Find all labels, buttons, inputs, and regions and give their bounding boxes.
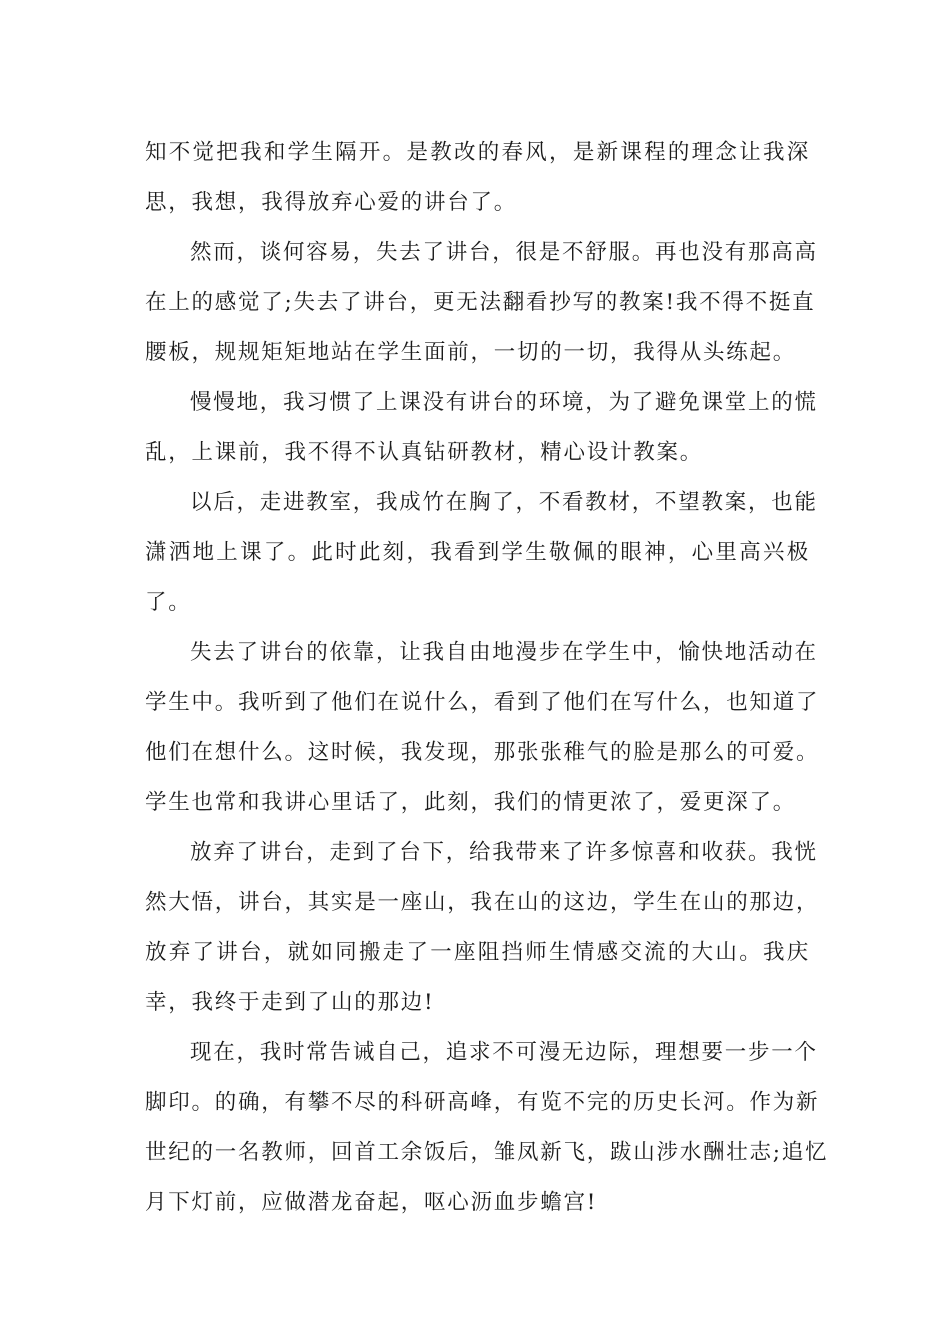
text-line: 世纪的一名教师，回首工余饭后，雏凤新飞，跋山涉水酬壮志;追忆 [145, 1140, 829, 1165]
text-line: 乱，上课前，我不得不认真钻研教材，精心设计教案。 [145, 440, 704, 465]
text-line: 月下灯前，应做潜龙奋起，呕心沥血步蟾宫! [145, 1190, 598, 1215]
text-line: 脚印。的确，有攀不尽的科研高峰，有览不完的历史长河。作为新 [145, 1090, 820, 1115]
text-line: 放弃了讲台，就如同搬走了一座阻挡师生情感交流的大山。我庆 [145, 940, 810, 965]
text-line: 学生也常和我讲心里话了，此刻，我们的情更浓了，爱更深了。 [145, 790, 797, 815]
text-line: 了。 [145, 590, 192, 615]
paragraph-first-line: 以后，走进教室，我成竹在胸了，不看教材，不望教案，也能 [190, 490, 818, 515]
text-line: 学生中。我听到了他们在说什么，看到了他们在写什么，也知道了 [145, 690, 820, 715]
body-text [145, 128, 829, 1228]
text-line: 然大悟，讲台，其实是一座山，我在山的这边，学生在山的那边， [145, 890, 820, 915]
text-line: 腰板，规规矩矩地站在学生面前，一切的一切，我得从头练起。 [145, 340, 797, 365]
paragraph-first-line: 然而，谈何容易，失去了讲台，很是不舒服。再也没有那高高 [190, 240, 818, 265]
text-line: 他们在想什么。这时候，我发现，那张张稚气的脸是那么的可爱。 [145, 740, 820, 765]
paragraph-first-line: 失去了讲台的依靠，让我自由地漫步在学生中，愉快地活动在 [190, 640, 818, 665]
paragraph-first-line: 放弃了讲台，走到了台下，给我带来了许多惊喜和收获。我恍 [190, 840, 818, 865]
paragraph-first-line: 慢慢地，我习惯了上课没有讲台的环境，为了避免课堂上的慌 [190, 390, 818, 415]
text-line: 幸，我终于走到了山的那边! [145, 990, 435, 1015]
text-line: 知不觉把我和学生隔开。是教改的春风，是新课程的理念让我深 [145, 140, 810, 165]
text-line: 潇洒地上课了。此时此刻，我看到学生敬佩的眼神，心里高兴极 [145, 540, 810, 565]
paragraph-first-line: 现在，我时常告诫自己，追求不可漫无边际，理想要一步一个 [190, 1040, 818, 1065]
text-line: 在上的感觉了;失去了讲台，更无法翻看抄写的教案!我不得不挺直 [145, 290, 816, 315]
text-line: 思，我想，我得放弃心爱的讲台了。 [145, 190, 518, 215]
